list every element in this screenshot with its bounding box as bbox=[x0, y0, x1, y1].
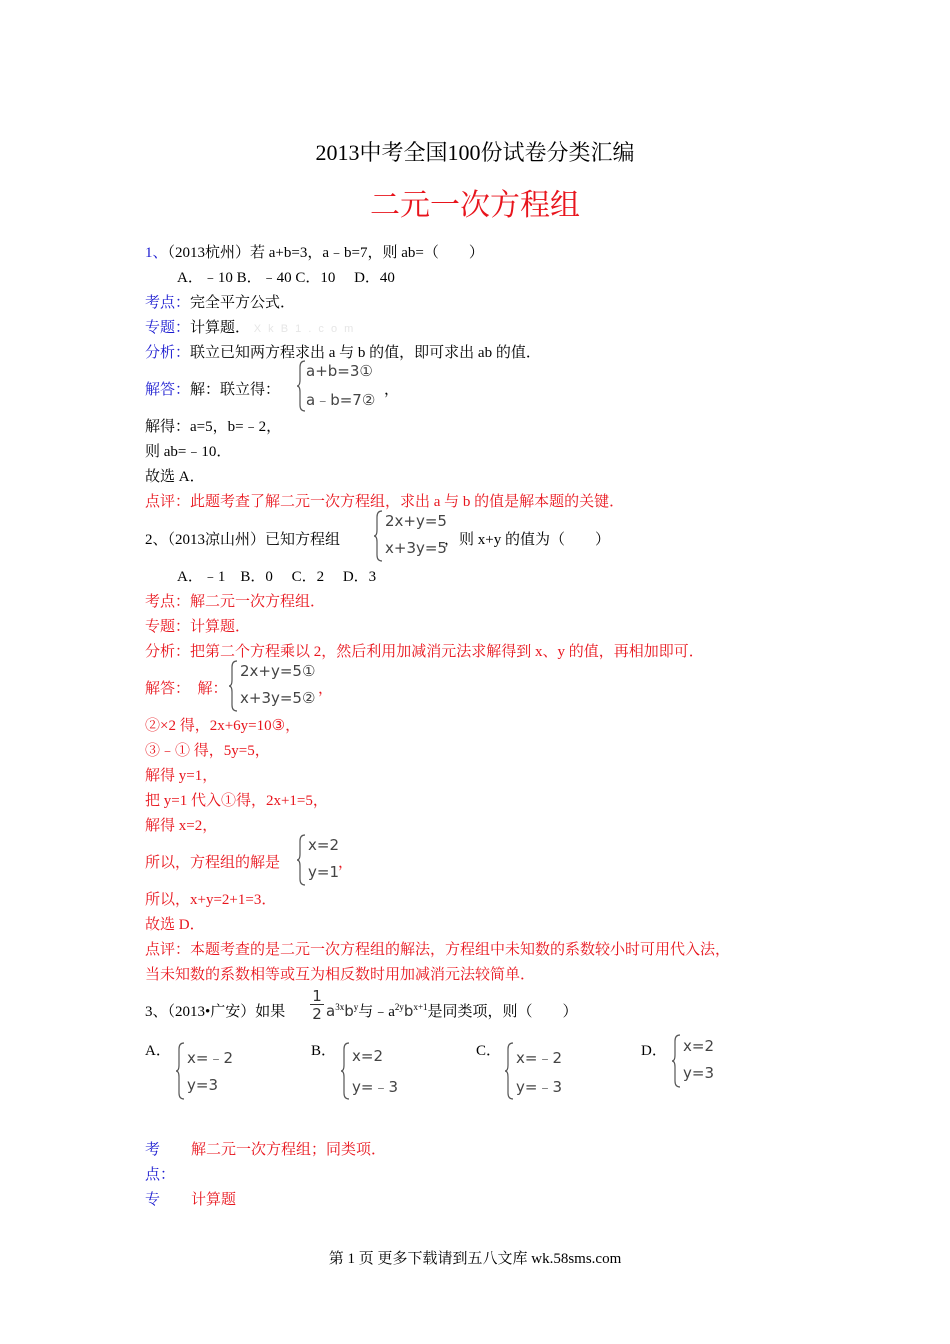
q1-jieda-label: 解答： bbox=[145, 382, 191, 398]
brace-icon bbox=[504, 1042, 514, 1100]
q1-eq-2: a﹣b=7② bbox=[306, 391, 376, 409]
q2-line-5: 解得 x=2， bbox=[145, 818, 218, 834]
q2-dianping-1: 点评：本题考查的是二元一次方程组的解法，方程组中未知数的系数较小时可用代入法， bbox=[145, 942, 731, 958]
q2-kaodian: 考点：解二元一次方程组． bbox=[145, 594, 326, 610]
q1-kaodian-label: 考点： bbox=[145, 295, 191, 311]
q3-b-row-2: y=﹣3 bbox=[352, 1078, 398, 1096]
brace-icon bbox=[296, 834, 306, 886]
brace-icon bbox=[296, 360, 306, 412]
q1-jieda-text: 解：联立得： bbox=[190, 382, 281, 398]
brace-icon bbox=[175, 1042, 185, 1100]
q2-options: A．﹣1 B．0 C．2 D．3 bbox=[177, 569, 377, 585]
q2-sol-1: x=2 bbox=[308, 836, 339, 854]
q3-stem-a: 3、（2013•广安）如果 bbox=[145, 1004, 286, 1020]
q3-term1b-sup: y bbox=[353, 1002, 359, 1012]
q3-a-row-2: y=3 bbox=[187, 1076, 218, 1094]
brace-icon bbox=[228, 660, 238, 712]
q2-comma: ， bbox=[318, 681, 334, 697]
q2-sol-2: y=1 bbox=[308, 863, 339, 881]
q3-c-row-1: x=﹣2 bbox=[516, 1049, 562, 1067]
q2-eq2-2: x+3y=5② bbox=[240, 689, 316, 707]
q3-kao-label: 考 bbox=[145, 1142, 161, 1158]
q1-line-3: 故选 A． bbox=[145, 469, 205, 485]
q3-term1: a bbox=[326, 1002, 336, 1020]
q3-fraction bbox=[310, 988, 324, 1023]
q1-stem-text: （2013杭州）若 a+b=3，a﹣b=7，则 ab=（ ） bbox=[167, 245, 484, 261]
q3-term2b-sup: x+1 bbox=[413, 1002, 428, 1012]
q3-zhuanti: 计算题 bbox=[191, 1192, 237, 1208]
q2-suoyi: 所以，方程组的解是 bbox=[145, 855, 281, 871]
q2-line-3: 解得 y=1， bbox=[145, 768, 218, 784]
q2-stem-a: 2、（2013凉山州）已知方程组 bbox=[145, 532, 341, 548]
q3-a-row-1: x=﹣2 bbox=[187, 1049, 233, 1067]
q3-option-c-label: C． bbox=[476, 1043, 502, 1059]
q3-term1b: b bbox=[344, 1002, 354, 1020]
q1-zhuanti-text: 计算题． bbox=[190, 320, 251, 336]
q1-stem bbox=[145, 241, 484, 262]
q3-b-row-1: x=2 bbox=[352, 1047, 383, 1065]
q2-line-7: 故选 D． bbox=[145, 917, 205, 933]
q1-number: 1、 bbox=[145, 245, 168, 261]
q1-fenxi bbox=[145, 341, 541, 362]
q1-kaodian-text: 完全平方公式． bbox=[190, 295, 296, 311]
q3-zhuan-label: 专 bbox=[145, 1192, 161, 1208]
q1-line-1: 解得：a=5，b=﹣2， bbox=[145, 419, 282, 435]
q2-line-1: ②×2 得，2x+6y=10③， bbox=[145, 718, 301, 734]
q3-dian-label: 点： bbox=[145, 1167, 176, 1183]
q2-zhuanti: 专题：计算题． bbox=[145, 619, 251, 635]
q3-frac-den: 2 bbox=[312, 1005, 322, 1023]
q3-option-b-label: B． bbox=[311, 1043, 337, 1059]
q3-stem-b: 是同类项，则（ ） bbox=[427, 1004, 578, 1020]
q3-c-row-2: y=﹣3 bbox=[516, 1078, 562, 1096]
q3-option-b-system bbox=[340, 1042, 410, 1100]
document-title: 2013中考全国100份试卷分类汇编 bbox=[315, 140, 635, 165]
q1-zhuanti-label: 专题： bbox=[145, 320, 191, 336]
q3-stem bbox=[145, 1000, 285, 1021]
q3-mid: 与﹣a bbox=[358, 1004, 395, 1020]
q2-comma-2: ， bbox=[338, 855, 354, 871]
q2-jieda: 解答： 解： bbox=[145, 681, 228, 697]
q3-d-row-1: x=2 bbox=[683, 1037, 714, 1055]
q3-term2b: b bbox=[403, 1002, 414, 1020]
q3-option-d-system bbox=[671, 1034, 731, 1088]
q2-line-2: ③﹣① 得，5y=5， bbox=[145, 743, 270, 759]
q1-dianping: 点评：此题考查了解二元一次方程组，求出 a 与 b 的值是解本题的关键． bbox=[145, 494, 625, 510]
q1-comma: ， bbox=[384, 382, 400, 398]
q2-eq-2: x+3y=5 bbox=[385, 539, 447, 557]
q2-equation-system-2 bbox=[228, 660, 323, 712]
q3-option-a-system bbox=[175, 1042, 245, 1100]
q3-term2-sup: 2y bbox=[394, 1002, 404, 1012]
q2-fenxi: 分析：把第二个方程乘以 2，然后利用加减消元法求解得到 x、y 的值，再相加即可． bbox=[145, 644, 704, 660]
q2-line-6: 所以，x+y=2+1=3． bbox=[145, 892, 277, 908]
q3-kaodian: 解二元一次方程组；同类项． bbox=[191, 1142, 387, 1158]
brace-icon bbox=[671, 1034, 681, 1088]
q1-options: A．﹣10 B．﹣40 C．10 D．40 bbox=[177, 270, 395, 286]
brace-icon bbox=[340, 1042, 350, 1100]
q1-line-2: 则 ab=﹣10． bbox=[145, 444, 232, 460]
page-footer: 第 1 页 更多下载请到五八文库 wk.58sms.com bbox=[328, 1251, 622, 1267]
q1-zhuanti bbox=[145, 316, 355, 337]
q2-equation-system bbox=[373, 510, 453, 562]
q3-term1-sup: 3x bbox=[335, 1002, 345, 1012]
q1-fenxi-label: 分析： bbox=[145, 345, 191, 361]
brace-icon bbox=[373, 510, 383, 562]
q1-eq-1: a+b=3① bbox=[306, 362, 373, 380]
q2-dianping-2: 当未知数的系数相等或互为相反数时用加减消元法较简单． bbox=[145, 967, 536, 983]
q3-expression bbox=[326, 1000, 578, 1021]
q3-frac-num: 1 bbox=[312, 987, 322, 1005]
q1-kaodian bbox=[145, 291, 295, 312]
q3-option-d-label: D． bbox=[641, 1043, 667, 1059]
document-subtitle: 二元一次方程组 bbox=[370, 189, 580, 222]
q2-line-4: 把 y=1 代入①得，2x+1=5， bbox=[145, 793, 328, 809]
q1-equation-system bbox=[296, 360, 386, 412]
q1-jieda bbox=[145, 378, 280, 399]
q3-option-c-system bbox=[504, 1042, 579, 1100]
q3-option-a-label: A． bbox=[145, 1043, 171, 1059]
q2-stem-b: ，则 x+y 的值为（ ） bbox=[444, 532, 610, 548]
q3-d-row-2: y=3 bbox=[683, 1064, 714, 1082]
watermark-text: X k B 1 . c o m bbox=[253, 323, 356, 335]
q2-eq-1: 2x+y=5 bbox=[385, 512, 447, 530]
q1-fenxi-text: 联立已知两方程求出 a 与 b 的值，即可求出 ab 的值． bbox=[190, 345, 541, 361]
q2-eq2-1: 2x+y=5① bbox=[240, 662, 316, 680]
